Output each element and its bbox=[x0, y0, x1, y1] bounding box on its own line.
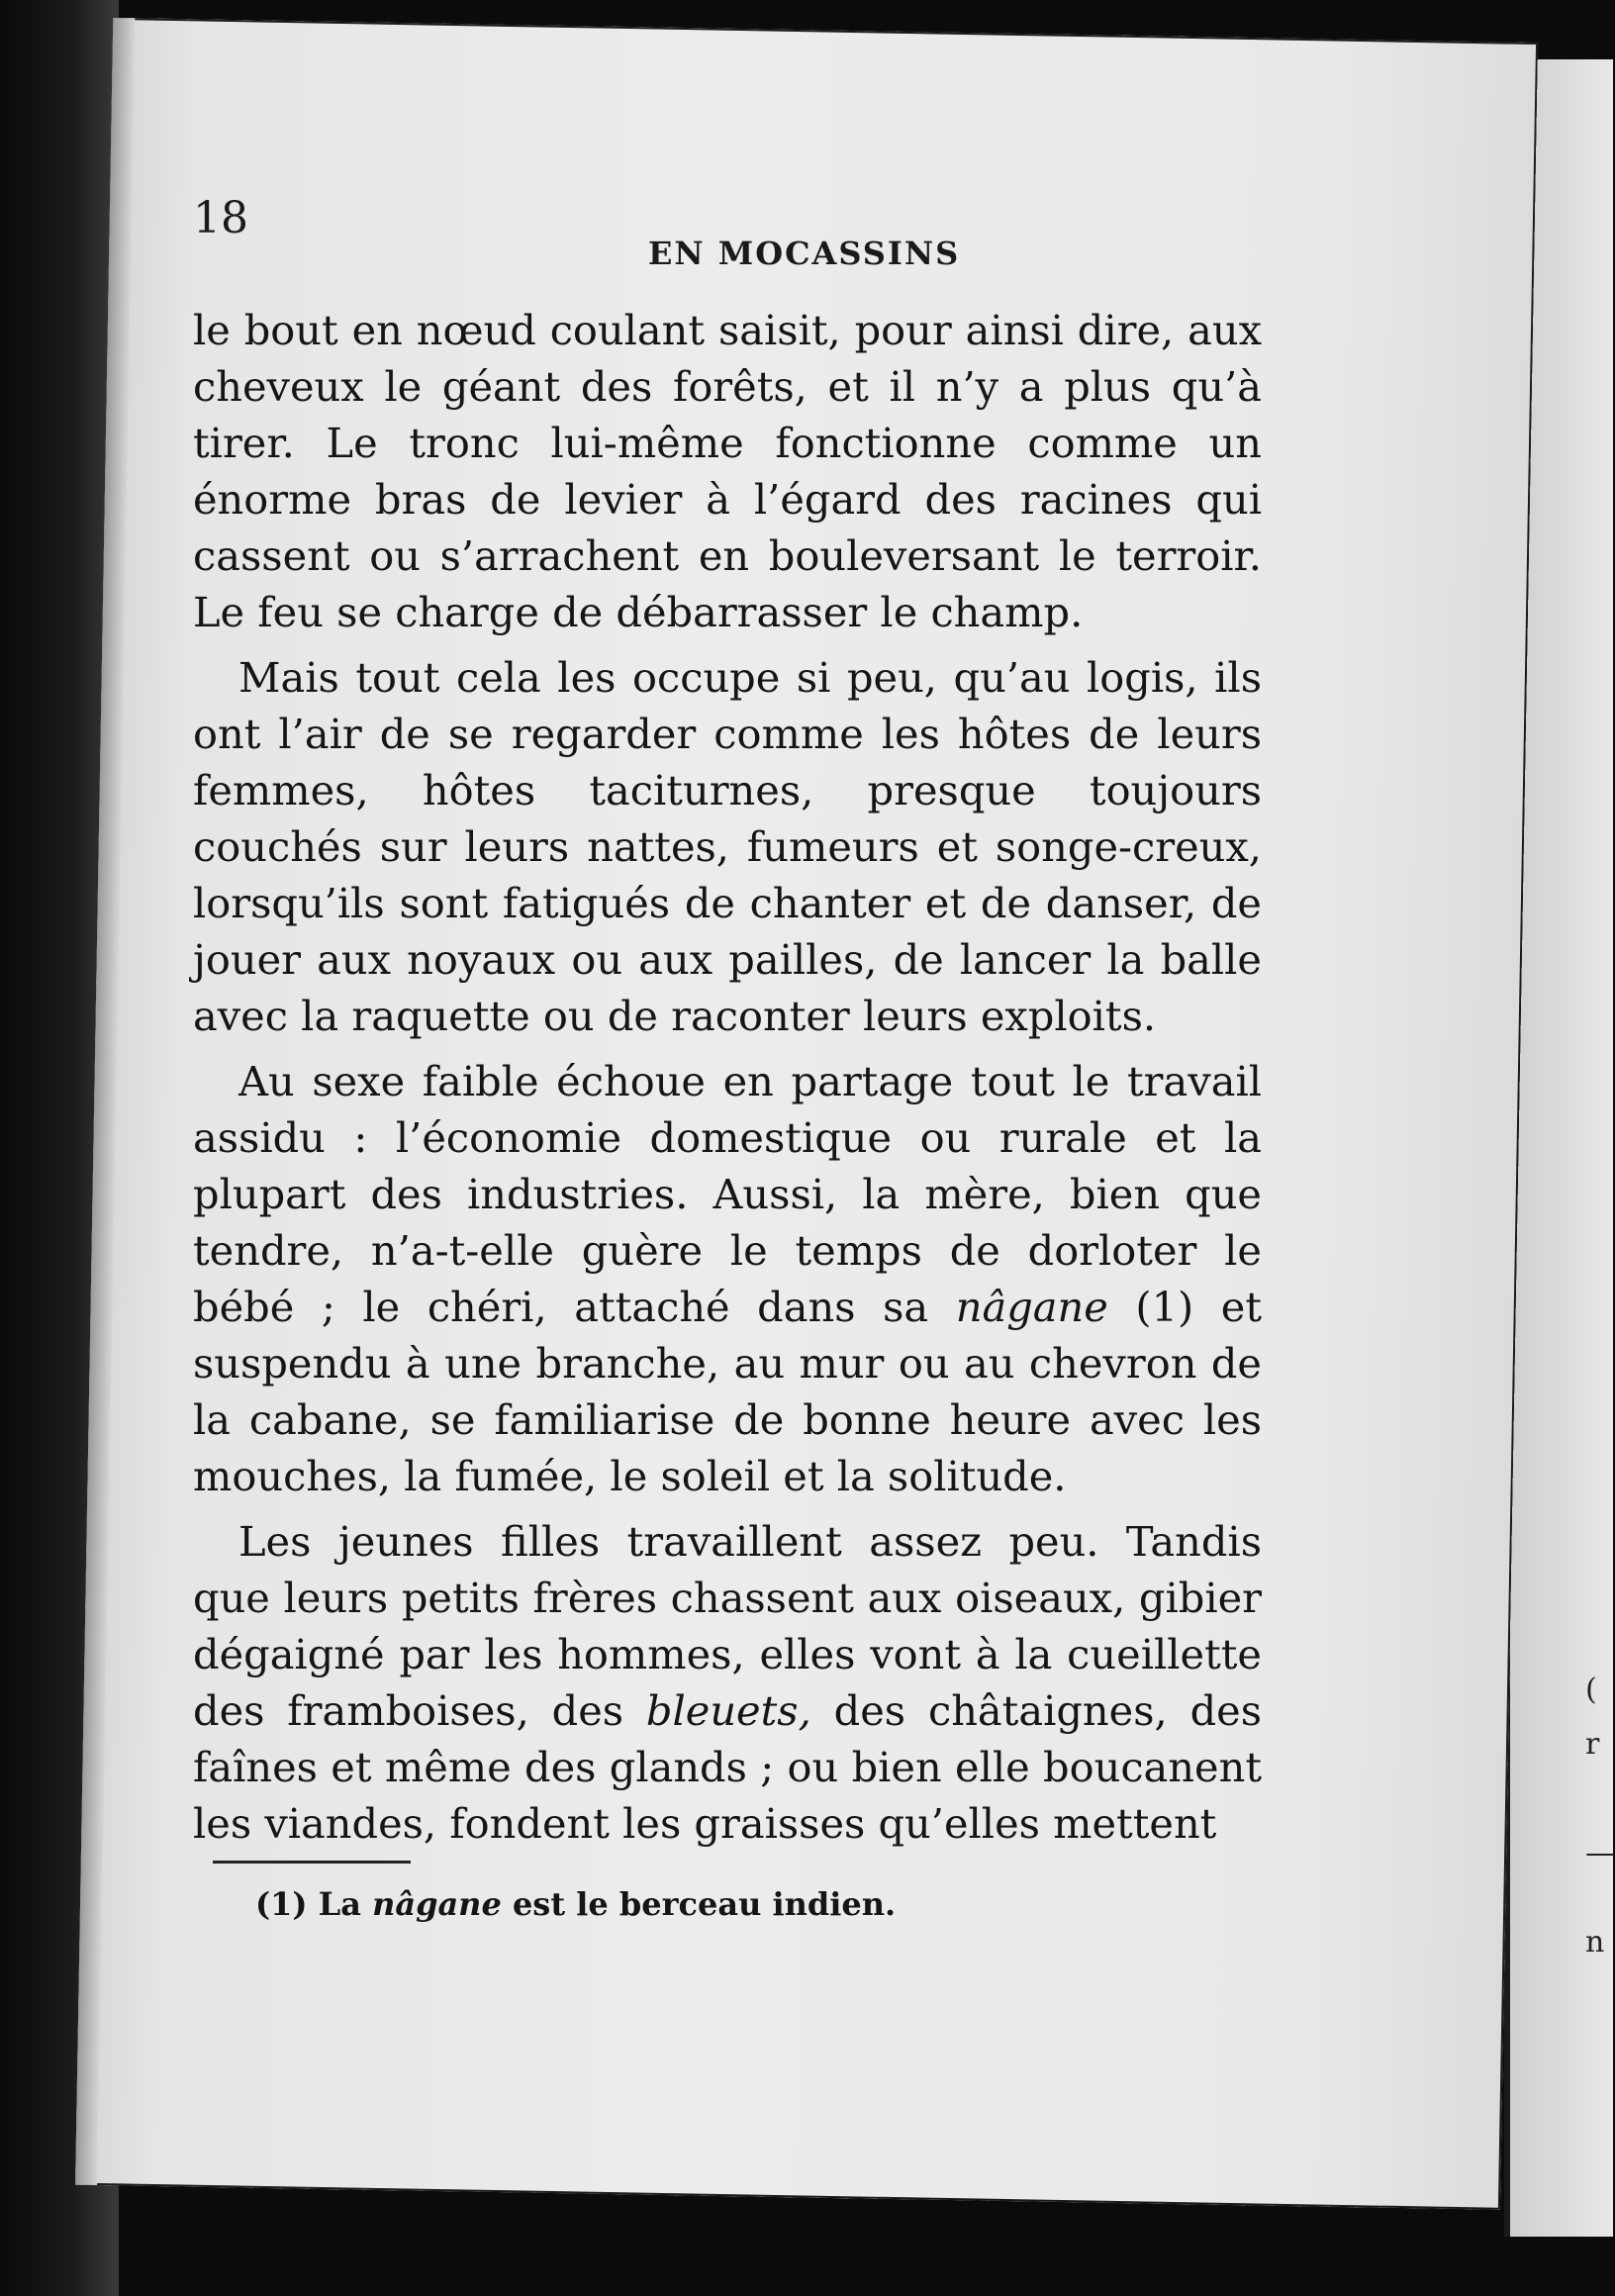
facing-page-mark: — bbox=[1585, 1836, 1615, 1870]
paragraph bbox=[193, 649, 1262, 1044]
text-run: Mais tout cela les occupe si peu, qu’au logis, ils ont l’air de se regarder comme les hôtes de leurs femmes, hôtes taciturnes, presque toujours couchés sur leurs nattes, fumeurs et songe-creux, lorsqu’ils sont fatigués de chanter et de danser, de jouer aux noyaux ou aux pailles, de lancer la balle avec la raquette ou de raconter leurs exploits. bbox=[193, 653, 1262, 1040]
page-number: 18 bbox=[193, 193, 248, 243]
paragraph bbox=[193, 1053, 1262, 1504]
text-run: le bout en nœud coulant saisit, pour ainsi dire, aux cheveux le géant des forêts, et il n’y a plus qu’à tirer. Le tronc lui-même fonctionne comme un énorme bras de levier à l’égard des racines qui cassent ou s’arrachent en bouleversant le terroir. Le feu se charge de débarrasser le champ. bbox=[193, 306, 1262, 636]
footnote-term: nâgane bbox=[372, 1885, 502, 1923]
text-run: des châtaignes, des faînes et même des glands ; ou bien elle boucanent les viandes, fondent les graisses qu’elles mettent bbox=[193, 1686, 1262, 1848]
text-run: Les jeunes filles travaillent assez peu. Tandis que leurs petits frères chassent aux oiseaux, gibier dégaigné par les hommes, elles vont à la cueillette des framboises, des bbox=[193, 1517, 1262, 1735]
footnote-prefix: (1) La bbox=[255, 1885, 373, 1923]
paragraph bbox=[193, 1513, 1262, 1852]
footnote bbox=[255, 1885, 896, 1923]
footnote-suffix: est le berceau indien. bbox=[501, 1885, 897, 1923]
page-header bbox=[193, 173, 1282, 272]
running-title: EN MOCASSINS bbox=[648, 235, 961, 272]
text-run: (1) et suspendu à une branche, au mur ou au chevron de la cabane, se familiarise de bonne heure avec les mouches, la fumée, le soleil et la solitude. bbox=[193, 1283, 1263, 1500]
facing-page-mark: n bbox=[1585, 1925, 1605, 1960]
italic-term: nâgane bbox=[955, 1283, 1108, 1331]
text-run: Au sexe faible échoue en partage tout le travail assidu : l’économie domestique ou rurale et la plupart des industries. Aussi, la mère, bien que tendre, n’a-t-elle guère le temps de dorloter le bébé ; le chéri, attaché dans sa bbox=[193, 1057, 1262, 1331]
facing-page-mark: ( bbox=[1585, 1673, 1597, 1707]
footnote-rule bbox=[213, 1861, 411, 1864]
paragraph bbox=[193, 302, 1262, 640]
body-text bbox=[193, 302, 1262, 1861]
italic-term: bleuets, bbox=[645, 1686, 811, 1735]
facing-page-mark: r bbox=[1585, 1727, 1600, 1762]
